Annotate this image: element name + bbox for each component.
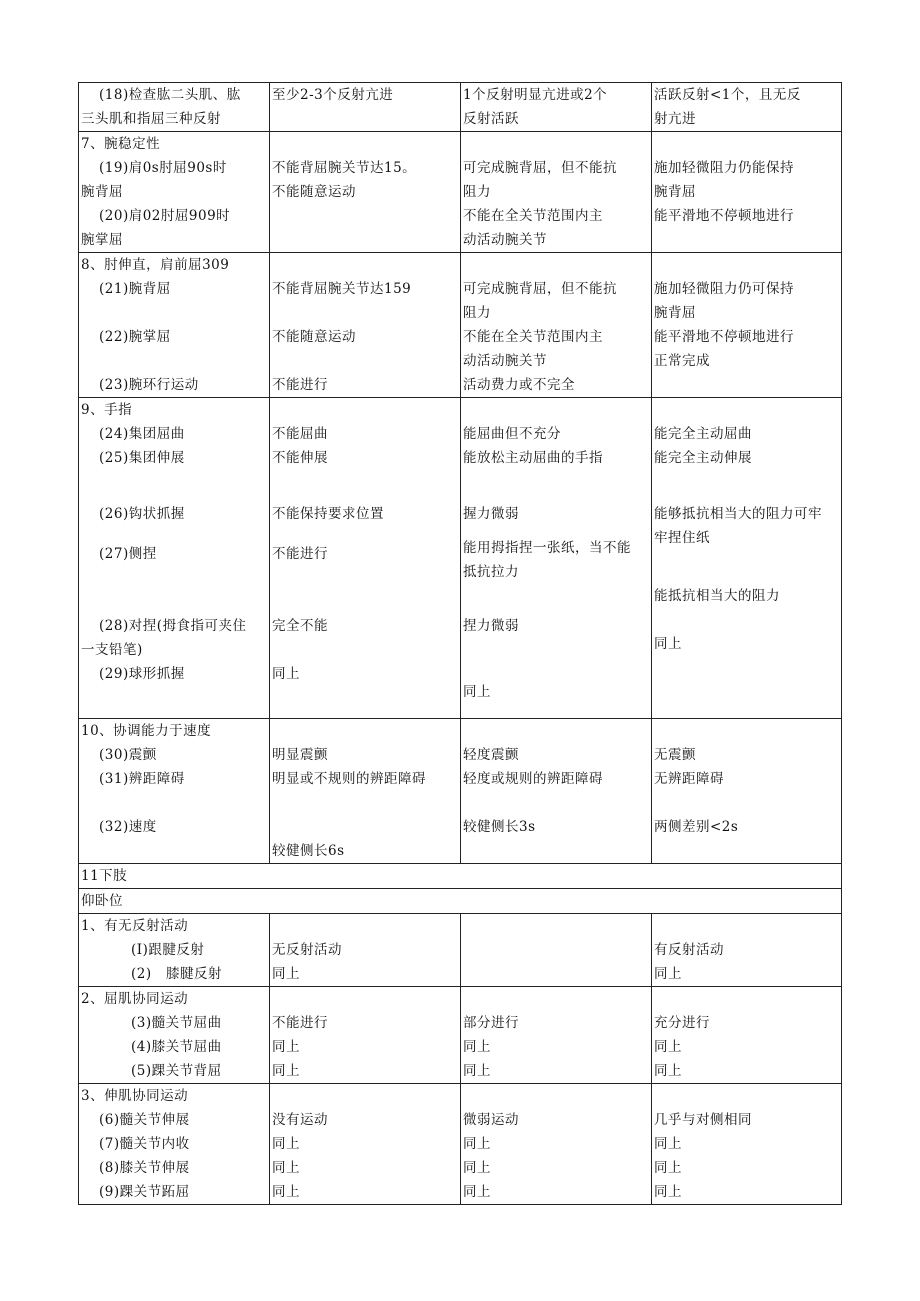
s10-score0-line1: 明显震颤 bbox=[272, 747, 328, 763]
s10-score0-line2: 明显或不规则的辨距障碍 bbox=[272, 771, 426, 787]
s10-score2-line1: 无震颤 bbox=[654, 747, 696, 763]
item-cell bbox=[79, 719, 270, 864]
s9-score2-line3: 能够抵抗相当大的阻力可牢 bbox=[654, 506, 822, 522]
item-29: (29)球形抓握 bbox=[99, 666, 185, 682]
table-row bbox=[79, 719, 842, 864]
l3-score1-line4: 同上 bbox=[463, 1184, 491, 1200]
score1-cell bbox=[461, 83, 652, 132]
lower-item-7: (7)髓关节内收 bbox=[99, 1136, 190, 1152]
s9-score2-line5: 能抵抗相当大的阻力 bbox=[654, 588, 780, 604]
s8-score0-line2: 不能随意运动 bbox=[272, 329, 356, 345]
lower-limb-heading bbox=[79, 864, 842, 889]
supine-heading bbox=[79, 889, 842, 914]
l2-score1-line3: 同上 bbox=[463, 1063, 491, 1079]
item-24: (24)集团屈曲 bbox=[99, 426, 185, 442]
score1-cell bbox=[461, 132, 652, 253]
s7-score1-line3: 不能在全关节范围内主 bbox=[463, 208, 603, 224]
s8-score1-line2: 阻力 bbox=[463, 305, 491, 321]
item-cell bbox=[79, 83, 270, 132]
score1-cell bbox=[461, 719, 652, 864]
item-31: (31)辨距障碍 bbox=[99, 771, 185, 787]
l1-score2-line2: 同上 bbox=[654, 966, 682, 982]
s9-score1-line3: 握力微弱 bbox=[463, 506, 519, 522]
s8-score0-line3: 不能进行 bbox=[272, 377, 328, 393]
s8-score2-line4: 正常完成 bbox=[654, 353, 710, 369]
s9-score0-line5: 完全不能 bbox=[272, 618, 328, 634]
l1-score2-line1: 有反射活动 bbox=[654, 942, 724, 958]
s10-score1-line2: 轻度或规则的辨距障碍 bbox=[463, 771, 603, 787]
score1-cell bbox=[461, 1084, 652, 1205]
item-18-score1-line2: 反射活跃 bbox=[463, 111, 519, 127]
score0-cell bbox=[270, 253, 461, 398]
score2-cell bbox=[652, 1084, 842, 1205]
lower-item-2: (2) 膝腱反射 bbox=[131, 966, 222, 982]
l3-score0-line4: 同上 bbox=[272, 1184, 300, 1200]
s10-score2-line3: 两侧差别<2s bbox=[654, 819, 739, 835]
s7-score2-line3: 能平滑地不停顿地进行 bbox=[654, 208, 794, 224]
l2-score1-line2: 同上 bbox=[463, 1039, 491, 1055]
item-22: (22)腕掌屈 bbox=[99, 329, 171, 345]
s9-score1-line7: 同上 bbox=[463, 684, 491, 700]
score2-cell bbox=[652, 83, 842, 132]
s9-score0-line4: 不能进行 bbox=[272, 546, 328, 562]
item-18-score1-line1: 1个反射明显亢进或2个 bbox=[463, 87, 608, 103]
assessment-document bbox=[78, 82, 841, 1205]
table-row bbox=[79, 987, 842, 1084]
s9-score2-line6: 同上 bbox=[654, 636, 682, 652]
lower-item-1: (I)跟腱反射 bbox=[131, 942, 205, 958]
score2-cell bbox=[652, 253, 842, 398]
item-cell bbox=[79, 132, 270, 253]
section-10-title: 10、协调能力于速度 bbox=[81, 723, 212, 739]
s10-score1-line3: 较健侧长3s bbox=[463, 819, 536, 835]
l1-score0-line2: 同上 bbox=[272, 966, 300, 982]
s7-score1-line1: 可完成腕背屈，但不能抗 bbox=[463, 160, 617, 176]
l3-score1-line2: 同上 bbox=[463, 1136, 491, 1152]
table-row bbox=[79, 132, 842, 253]
s9-score1-line1: 能屈曲但不充分 bbox=[463, 426, 561, 442]
l3-score0-line1: 没有运动 bbox=[272, 1112, 328, 1128]
lower-section-3-title: 3、伸肌协同运动 bbox=[81, 1088, 189, 1104]
s8-score1-line5: 活动费力或不完全 bbox=[463, 377, 575, 393]
s9-score1-line2: 能放松主动屈曲的手指 bbox=[463, 450, 603, 466]
l2-score1-line1: 部分进行 bbox=[463, 1015, 519, 1031]
s8-score1-line4: 动活动腕关节 bbox=[463, 353, 547, 369]
s9-score0-line1: 不能屈曲 bbox=[272, 426, 328, 442]
item-18-line2: 三头肌和指屈三种反射 bbox=[81, 111, 221, 127]
supine-label: 仰卧位 bbox=[81, 893, 123, 909]
lower-limb-label: 11下肢 bbox=[81, 868, 128, 884]
section-9-title: 9、手指 bbox=[81, 402, 133, 418]
s9-score0-line6: 同上 bbox=[272, 666, 300, 682]
lower-item-8: (8)膝关节伸展 bbox=[99, 1160, 190, 1176]
s9-score1-line4: 能用拇指捏一张纸，当不能 bbox=[463, 540, 631, 556]
s10-score1-line1: 轻度震颤 bbox=[463, 747, 519, 763]
score1-cell bbox=[461, 987, 652, 1084]
table-row bbox=[79, 398, 842, 719]
score0-cell bbox=[270, 1084, 461, 1205]
lower-item-5: (5)踝关节背屈 bbox=[131, 1063, 222, 1079]
score2-cell bbox=[652, 132, 842, 253]
s7-score1-line2: 阻力 bbox=[463, 184, 491, 200]
score2-cell bbox=[652, 398, 842, 719]
s8-score2-line1: 施加轻微阻力仍可保持 bbox=[654, 281, 794, 297]
item-20-line1: (20)肩02肘屈909时 bbox=[99, 208, 231, 224]
s7-score0-line1: 不能背屈腕关节达15。 bbox=[272, 160, 417, 176]
score1-cell bbox=[461, 398, 652, 719]
s10-score0-line3: 较健侧长6s bbox=[272, 843, 345, 859]
score0-cell bbox=[270, 914, 461, 987]
item-19-line1: (19)肩0s肘屈90s时 bbox=[99, 160, 227, 176]
score2-cell bbox=[652, 987, 842, 1084]
item-cell bbox=[79, 914, 270, 987]
table-row bbox=[79, 864, 842, 889]
score0-cell bbox=[270, 83, 461, 132]
score0-cell bbox=[270, 987, 461, 1084]
item-19-line2: 腕背屈 bbox=[81, 184, 123, 200]
table-row bbox=[79, 1084, 842, 1205]
l3-score2-line1: 几乎与对侧相同 bbox=[654, 1112, 752, 1128]
l3-score0-line2: 同上 bbox=[272, 1136, 300, 1152]
l3-score2-line2: 同上 bbox=[654, 1136, 682, 1152]
s7-score2-line1: 施加轻微阻力仍能保持 bbox=[654, 160, 794, 176]
l2-score2-line2: 同上 bbox=[654, 1039, 682, 1055]
item-18-score0: 至少2-3个反射亢进 bbox=[272, 87, 394, 103]
s8-score1-line3: 不能在全关节范围内主 bbox=[463, 329, 603, 345]
l2-score2-line3: 同上 bbox=[654, 1063, 682, 1079]
l2-score0-line2: 同上 bbox=[272, 1039, 300, 1055]
s8-score1-line1: 可完成腕背屈，但不能抗 bbox=[463, 281, 617, 297]
item-cell bbox=[79, 253, 270, 398]
score2-cell bbox=[652, 719, 842, 864]
item-25: (25)集团伸展 bbox=[99, 450, 185, 466]
section-8-title: 8、肘伸直，肩前屈309 bbox=[81, 257, 230, 273]
s9-score2-line1: 能完全主动屈曲 bbox=[654, 426, 752, 442]
l3-score2-line3: 同上 bbox=[654, 1160, 682, 1176]
fugl-meyer-table bbox=[78, 82, 842, 1205]
l3-score0-line3: 同上 bbox=[272, 1160, 300, 1176]
item-18-score2-line2: 射亢进 bbox=[654, 111, 696, 127]
s9-score0-line3: 不能保持要求位置 bbox=[272, 506, 384, 522]
item-30: (30)震颤 bbox=[99, 747, 157, 763]
item-20-line2: 腕掌屈 bbox=[81, 232, 123, 248]
s7-score2-line2: 腕背屈 bbox=[654, 184, 696, 200]
score1-cell bbox=[461, 914, 652, 987]
item-27: (27)侧捏 bbox=[99, 546, 157, 562]
item-26: (26)钩状抓握 bbox=[99, 506, 185, 522]
s7-score0-line2: 不能随意运动 bbox=[272, 184, 356, 200]
l1-score0-line1: 无反射活动 bbox=[272, 942, 342, 958]
s8-score2-line3: 能平滑地不停顿地进行 bbox=[654, 329, 794, 345]
l3-score2-line4: 同上 bbox=[654, 1184, 682, 1200]
item-28-line2: 一支铅笔) bbox=[81, 642, 143, 658]
s9-score2-line4: 牢捏住纸 bbox=[654, 530, 710, 546]
s9-score1-line5: 抵抗拉力 bbox=[463, 564, 519, 580]
table-row bbox=[79, 914, 842, 987]
s8-score0-line1: 不能背屈腕关节达159 bbox=[272, 281, 412, 297]
item-cell bbox=[79, 1084, 270, 1205]
lower-item-9: (9)踝关节跖屈 bbox=[99, 1184, 190, 1200]
score0-cell bbox=[270, 398, 461, 719]
section-7-title: 7、腕稳定性 bbox=[81, 136, 161, 152]
s9-score2-line2: 能完全主动伸展 bbox=[654, 450, 752, 466]
l2-score0-line3: 同上 bbox=[272, 1063, 300, 1079]
item-cell bbox=[79, 987, 270, 1084]
lower-item-3: (3)髓关节屈曲 bbox=[131, 1015, 222, 1031]
item-23: (23)腕环行运动 bbox=[99, 377, 199, 393]
s9-score0-line2: 不能伸展 bbox=[272, 450, 328, 466]
lower-section-1-title: 1、有无反射活动 bbox=[81, 918, 189, 934]
score0-cell bbox=[270, 719, 461, 864]
item-28-line1: (28)对捏(拇食指可夹住 bbox=[99, 618, 247, 634]
item-18-score2-line1: 活跃反射<1个，且无反 bbox=[654, 87, 801, 103]
score0-cell bbox=[270, 132, 461, 253]
lower-item-4: (4)膝关节屈曲 bbox=[131, 1039, 222, 1055]
s10-score2-line2: 无辨距障碍 bbox=[654, 771, 724, 787]
lower-section-2-title: 2、屈肌协同运动 bbox=[81, 991, 189, 1007]
item-32: (32)速度 bbox=[99, 819, 157, 835]
s9-score1-line6: 捏力微弱 bbox=[463, 618, 519, 634]
l3-score1-line3: 同上 bbox=[463, 1160, 491, 1176]
s7-score1-line4: 动活动腕关节 bbox=[463, 232, 547, 248]
item-21: (21)腕背屈 bbox=[99, 281, 171, 297]
item-cell bbox=[79, 398, 270, 719]
table-row bbox=[79, 253, 842, 398]
l3-score1-line1: 微弱运动 bbox=[463, 1112, 519, 1128]
score2-cell bbox=[652, 914, 842, 987]
s8-score2-line2: 腕背屈 bbox=[654, 305, 696, 321]
score1-cell bbox=[461, 253, 652, 398]
item-18-line1: (18)检查肱二头肌、肱 bbox=[99, 87, 241, 103]
l2-score0-line1: 不能进行 bbox=[272, 1015, 328, 1031]
l2-score2-line1: 充分进行 bbox=[654, 1015, 710, 1031]
lower-item-6: (6)髓关节伸展 bbox=[99, 1112, 190, 1128]
table-row bbox=[79, 83, 842, 132]
table-row bbox=[79, 889, 842, 914]
